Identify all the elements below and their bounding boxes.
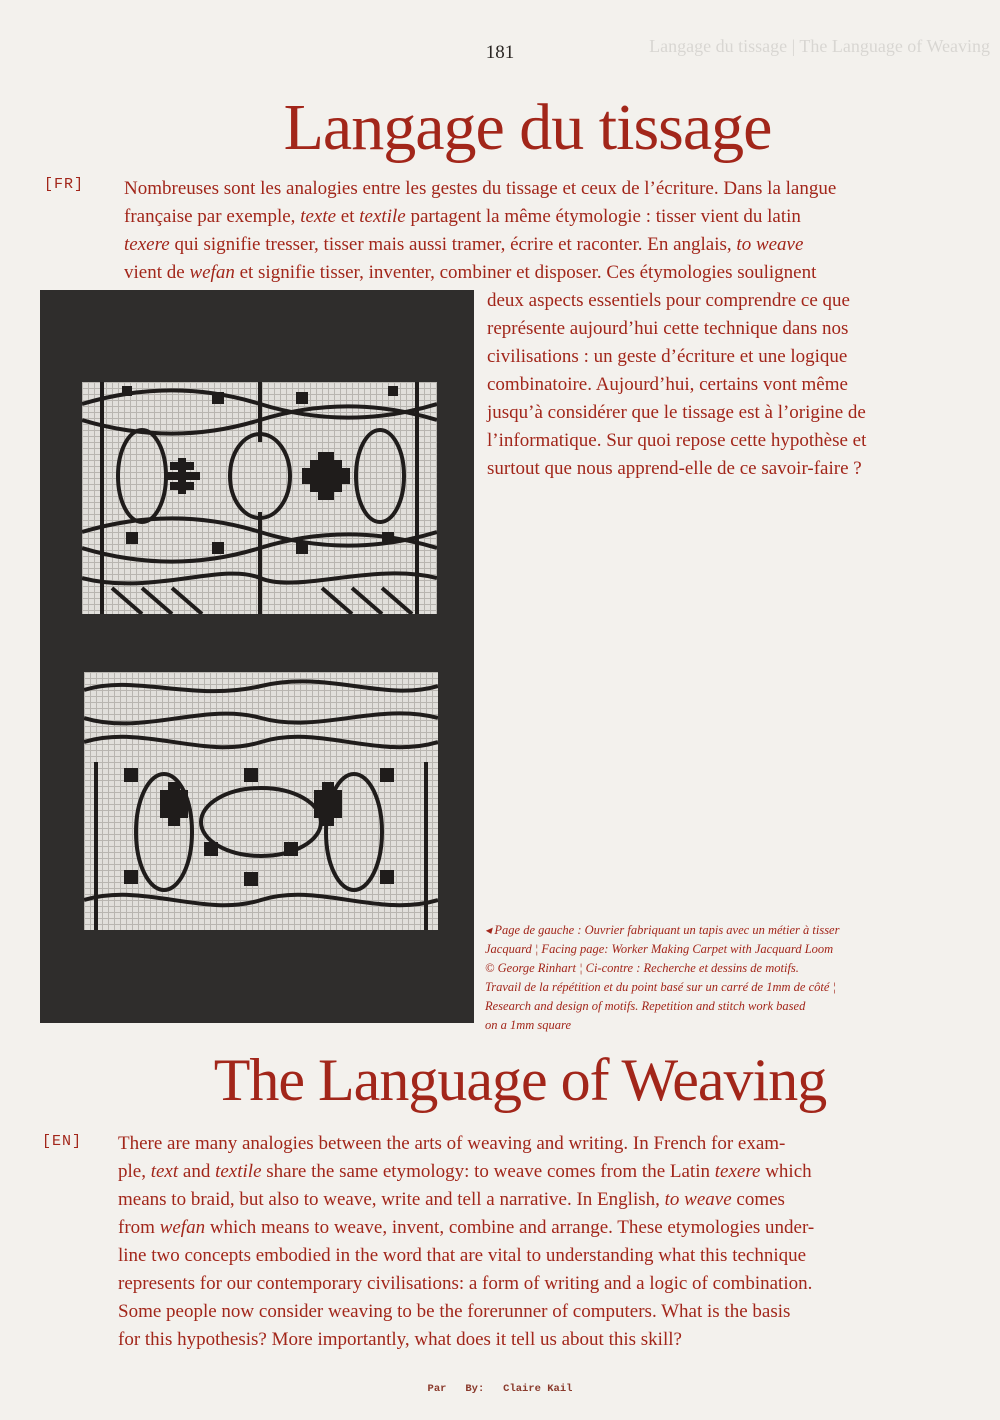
text-run: Some people now consider weaving to be the forerunner of computers. What is the basis (118, 1301, 791, 1322)
image-caption-line: Research and design of motifs. Repetition and stitch work based (485, 999, 806, 1013)
text-run: et signifie tisser, inventer, combiner et disposer. Ces étymologies soulignent (234, 262, 817, 283)
italic-term: textile (359, 206, 406, 227)
text-run: There are many analogies between the arts of weaving and writing. In French for exam- (118, 1133, 786, 1154)
text-run: which (760, 1161, 812, 1182)
text-run: vient de (124, 262, 190, 283)
italic-term: textile (215, 1161, 262, 1182)
text-run: for this hypothesis? More importantly, what does it tell us about this skill? (118, 1329, 682, 1350)
english-paragraph-line (118, 1326, 682, 1354)
text-run: from (118, 1217, 160, 1238)
english-paragraph-line (118, 1158, 812, 1186)
french-title: Langage du tissage (283, 91, 772, 164)
text-run: share the same etymology: to weave comes from the Latin (261, 1161, 715, 1182)
french-paragraph-line: deux aspects essentiels pour comprendre ce que (487, 290, 850, 311)
italic-term: wefan (189, 262, 235, 283)
image-caption-line: © George Rinhart ¦ Ci-contre : Recherche et dessins de motifs. (485, 961, 799, 975)
text-run: ple, (118, 1161, 151, 1182)
french-paragraph-line: représente aujourd’hui cette technique dans nos (487, 318, 849, 339)
french-paragraph-line: jusqu’à considérer que le tissage est à l’origine de (487, 402, 866, 423)
weaving-motif-image (40, 290, 474, 1023)
text-run: Nombreuses sont les analogies entre les gestes du tissage et ceux de l’écriture. Dans la langue (124, 178, 837, 199)
french-paragraph-line: combinatoire. Aujourd’hui, certains vont même (487, 374, 848, 395)
italic-term: texte (300, 206, 337, 227)
text-run: comes (731, 1189, 785, 1210)
italic-term: texere (714, 1161, 761, 1182)
italic-term: wefan (159, 1217, 206, 1238)
text-run: means to braid, but also to weave, write and tell a narrative. In English, (118, 1189, 665, 1210)
text-run: represents for our contemporary civilisations: a form of writing and a logic of combination. (118, 1273, 813, 1294)
italic-term: text (150, 1161, 179, 1182)
french-paragraph-line: l’informatique. Sur quoi repose cette hypothèse et (487, 430, 867, 451)
italic-term: to weave (736, 234, 804, 255)
image-caption-line: Travail de la répétition et du point basé sur un carré de 1mm de côté ¦ (485, 980, 836, 994)
italic-term: to weave (664, 1189, 732, 1210)
french-paragraph-line: surtout que nous apprend-elle de ce savoir-faire ? (487, 458, 862, 479)
weaving-motif-grid-top (82, 382, 437, 614)
page-number: 181 (485, 42, 515, 63)
english-paragraph-line (118, 1130, 785, 1158)
english-paragraph-line (118, 1214, 814, 1242)
italic-term: texere (124, 234, 170, 255)
french-language-tag: [FR] (44, 176, 85, 193)
english-title: The Language of Weaving (213, 1047, 827, 1113)
image-caption-line: ◂ Page de gauche : Ouvrier fabriquant un tapis avec un métier à tisser (485, 923, 840, 937)
author-byline: Par By: Claire Kail (427, 1383, 573, 1395)
text-run: which means to weave, invent, combine and arrange. These etymologies under- (205, 1217, 815, 1238)
french-paragraph-line (124, 231, 803, 259)
french-paragraph-line (124, 175, 836, 203)
english-language-tag: [EN] (42, 1133, 83, 1150)
text-run: line two concepts embodied in the word that are vital to understanding what this technique (118, 1245, 807, 1266)
text-run: et (336, 206, 360, 227)
english-paragraph-line (118, 1270, 812, 1298)
text-run: qui signifie tresser, tisser mais aussi tramer, écrire et raconter. En anglais, (169, 234, 737, 255)
english-paragraph-line (118, 1298, 790, 1326)
image-caption-line: on a 1mm square (485, 1018, 571, 1032)
facing-page-header-bleedthrough: Langage du tissage | The Language of Weaving (649, 36, 990, 56)
english-paragraph-line (118, 1186, 785, 1214)
text-run: française par exemple, (124, 206, 301, 227)
french-paragraph-line (124, 259, 816, 287)
weaving-motif-grid-bottom (84, 672, 438, 930)
french-paragraph-line: civilisations : un geste d’écriture et une logique (487, 346, 848, 367)
image-caption-line: Jacquard ¦ Facing page: Worker Making Carpet with Jacquard Loom (485, 942, 834, 956)
french-paragraph-line (124, 203, 801, 231)
english-paragraph-line (118, 1242, 806, 1270)
text-run: partagent la même étymologie : tisser vient du latin (405, 206, 801, 227)
text-run: and (178, 1161, 216, 1182)
